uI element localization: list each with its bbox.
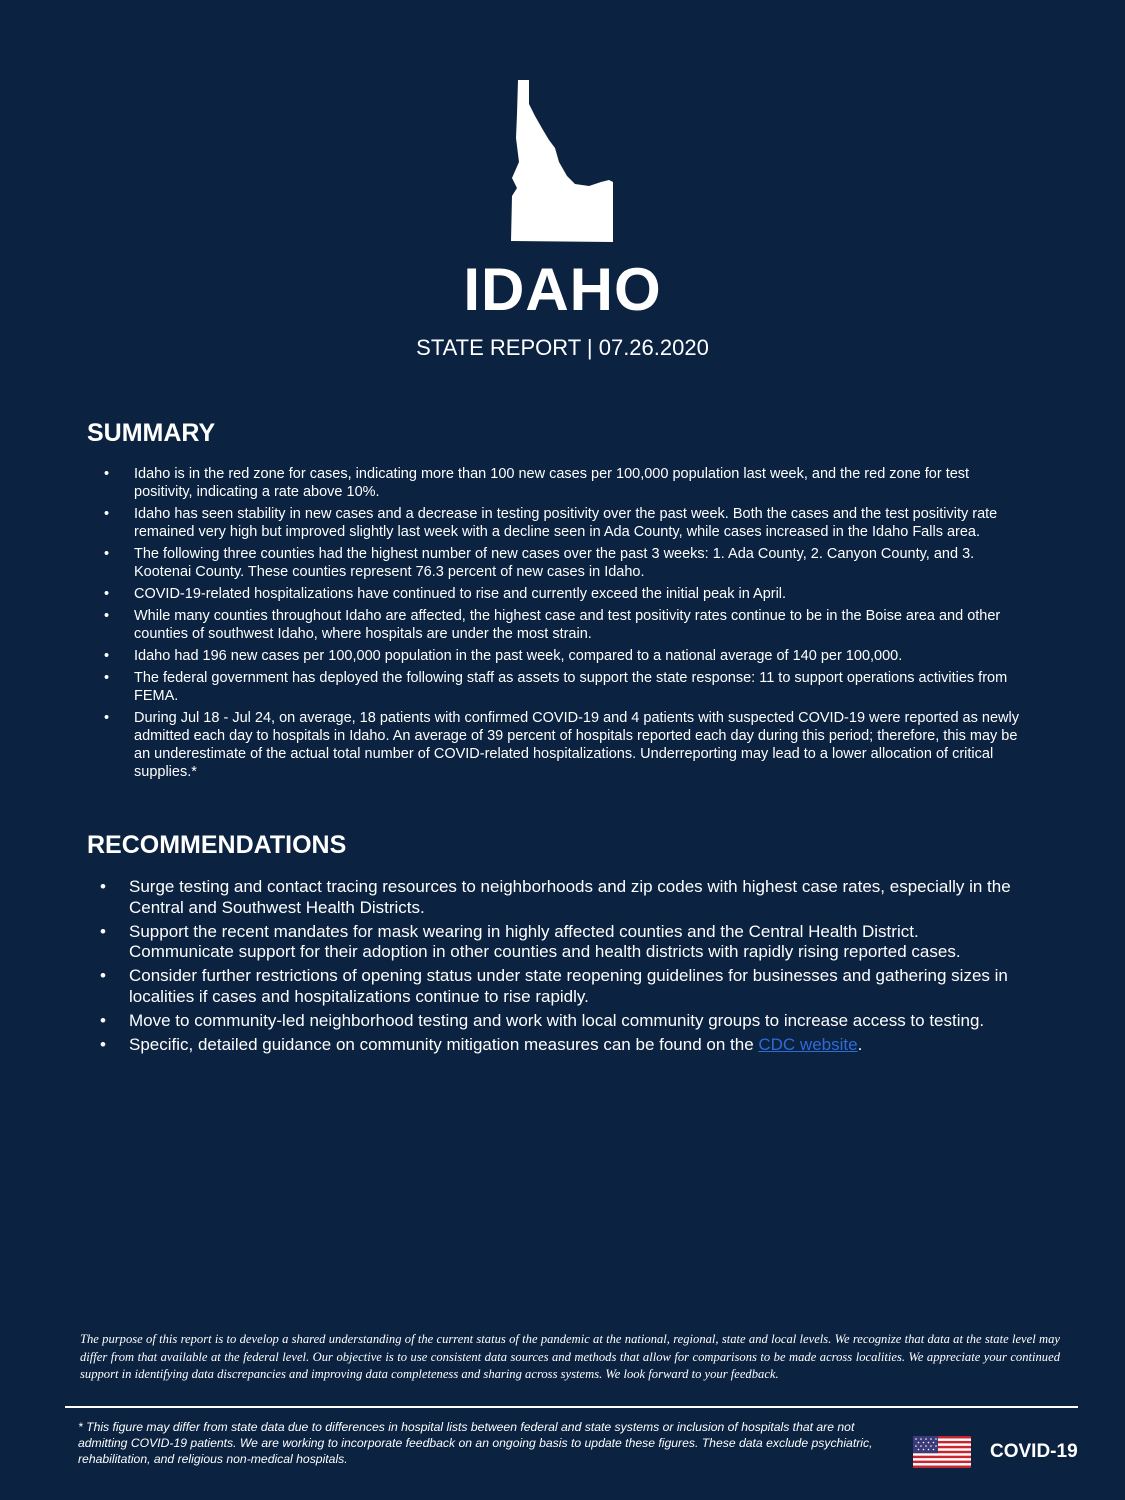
- hospital-footnote: * This figure may differ from state data due to differences in hospital lists between federal and state systems or inclusion of hospitals that are not admitting COVID-19 patients. We are working to incorporate feedback on an ongoing basis to update these figures. These data exclude psychiatric, rehabilitation, and religious non-medical hospitals.: [78, 1420, 873, 1466]
- recommendation-item: • Consider further restrictions of opening status under state reopening guidelines for businesses and gathering sizes in localities if cases and hospitalizations continue to rise rapidly.: [96, 966, 1016, 1007]
- recommendations-list: [96, 877, 1016, 1059]
- summary-list: [100, 465, 1025, 785]
- footer-divider: [65, 1406, 1078, 1408]
- summary-item: • The following three counties had the highest number of new cases over the past 3 weeks: 1. Ada County, 2. Canyon County, and 3. Kootenai County. These counties represent 76.3 percent of new cases in Idaho.: [100, 545, 1025, 581]
- recommendation-item: • Move to community-led neighborhood testing and work with local community groups to increase access to testing.: [96, 1011, 1016, 1032]
- summary-item: • COVID-19-related hospitalizations have continued to rise and currently exceed the initial peak in April.: [100, 585, 1025, 603]
- summary-item: • Idaho has seen stability in new cases and a decrease in testing positivity over the past week. Both the cases and the test positivity rate remained very high but improved slightly last week with a decline seen in Ada County, while cases increased in the Idaho Falls area.: [100, 505, 1025, 541]
- recommendation-item-cdc: [96, 1035, 1016, 1056]
- cdc-website-link[interactable]: CDC website: [758, 1034, 858, 1054]
- recommendation-period: .: [857, 1034, 863, 1054]
- us-flag-icon: [913, 1436, 971, 1468]
- summary-item: • While many counties throughout Idaho are affected, the highest case and test positivity rates continue to be in the Boise area and other counties of southwest Idaho, where hospitals are under the most strain.: [100, 607, 1025, 643]
- summary-item: • During Jul 18 - Jul 24, on average, 18 patients with confirmed COVID-19 and 4 patients with suspected COVID-19 were reported as newly admitted each day to hospitals in Idaho. An average of 39 percent of hospitals reported each day during this period; therefore, this may be an underestimate of the actual total number of COVID-related hospitalizations. Underreporting may lead to a lower allocation of critical supplies.*: [100, 709, 1025, 781]
- recommendation-text: Specific, detailed guidance on community mitigation measures can be found on the: [129, 1034, 759, 1054]
- recommendation-item: • Support the recent mandates for mask wearing in highly affected counties and the Central Health District. Communicate support for their adoption in other counties and health districts with rapidly rising reported cases.: [96, 922, 1016, 963]
- recommendations-heading: RECOMMENDATIONS: [87, 831, 347, 859]
- report-date-line: STATE REPORT | 07.26.2020: [416, 335, 709, 360]
- report-disclaimer: The purpose of this report is to develop a shared understanding of the current status of the pandemic at the national, regional, state and local levels. We recognize that data at the state level may differ from that available at the federal level. Our objective is to use consistent data sources and methods that allow for comparisons to be made across localities. We appreciate your continued support in identifying data discrepancies and improving data completeness and sharing across systems. We look forward to your feedback.: [80, 1332, 1060, 1381]
- state-title: IDAHO: [463, 256, 662, 323]
- summary-item: • The federal government has deployed the following staff as assets to support the state response: 11 to support operations activities from FEMA.: [100, 669, 1025, 705]
- covid-19-label: COVID-19: [990, 1441, 1078, 1462]
- idaho-state-outline-icon: [505, 78, 617, 244]
- recommendation-item: • Surge testing and contact tracing resources to neighborhoods and zip codes with highest case rates, especially in the Central and Southwest Health Districts.: [96, 877, 1016, 918]
- summary-heading: SUMMARY: [87, 419, 216, 447]
- summary-item: • Idaho had 196 new cases per 100,000 population in the past week, compared to a national average of 140 per 100,000.: [100, 647, 1025, 665]
- summary-item: • Idaho is in the red zone for cases, indicating more than 100 new cases per 100,000 population last week, and the red zone for test positivity, indicating a rate above 10%.: [100, 465, 1025, 501]
